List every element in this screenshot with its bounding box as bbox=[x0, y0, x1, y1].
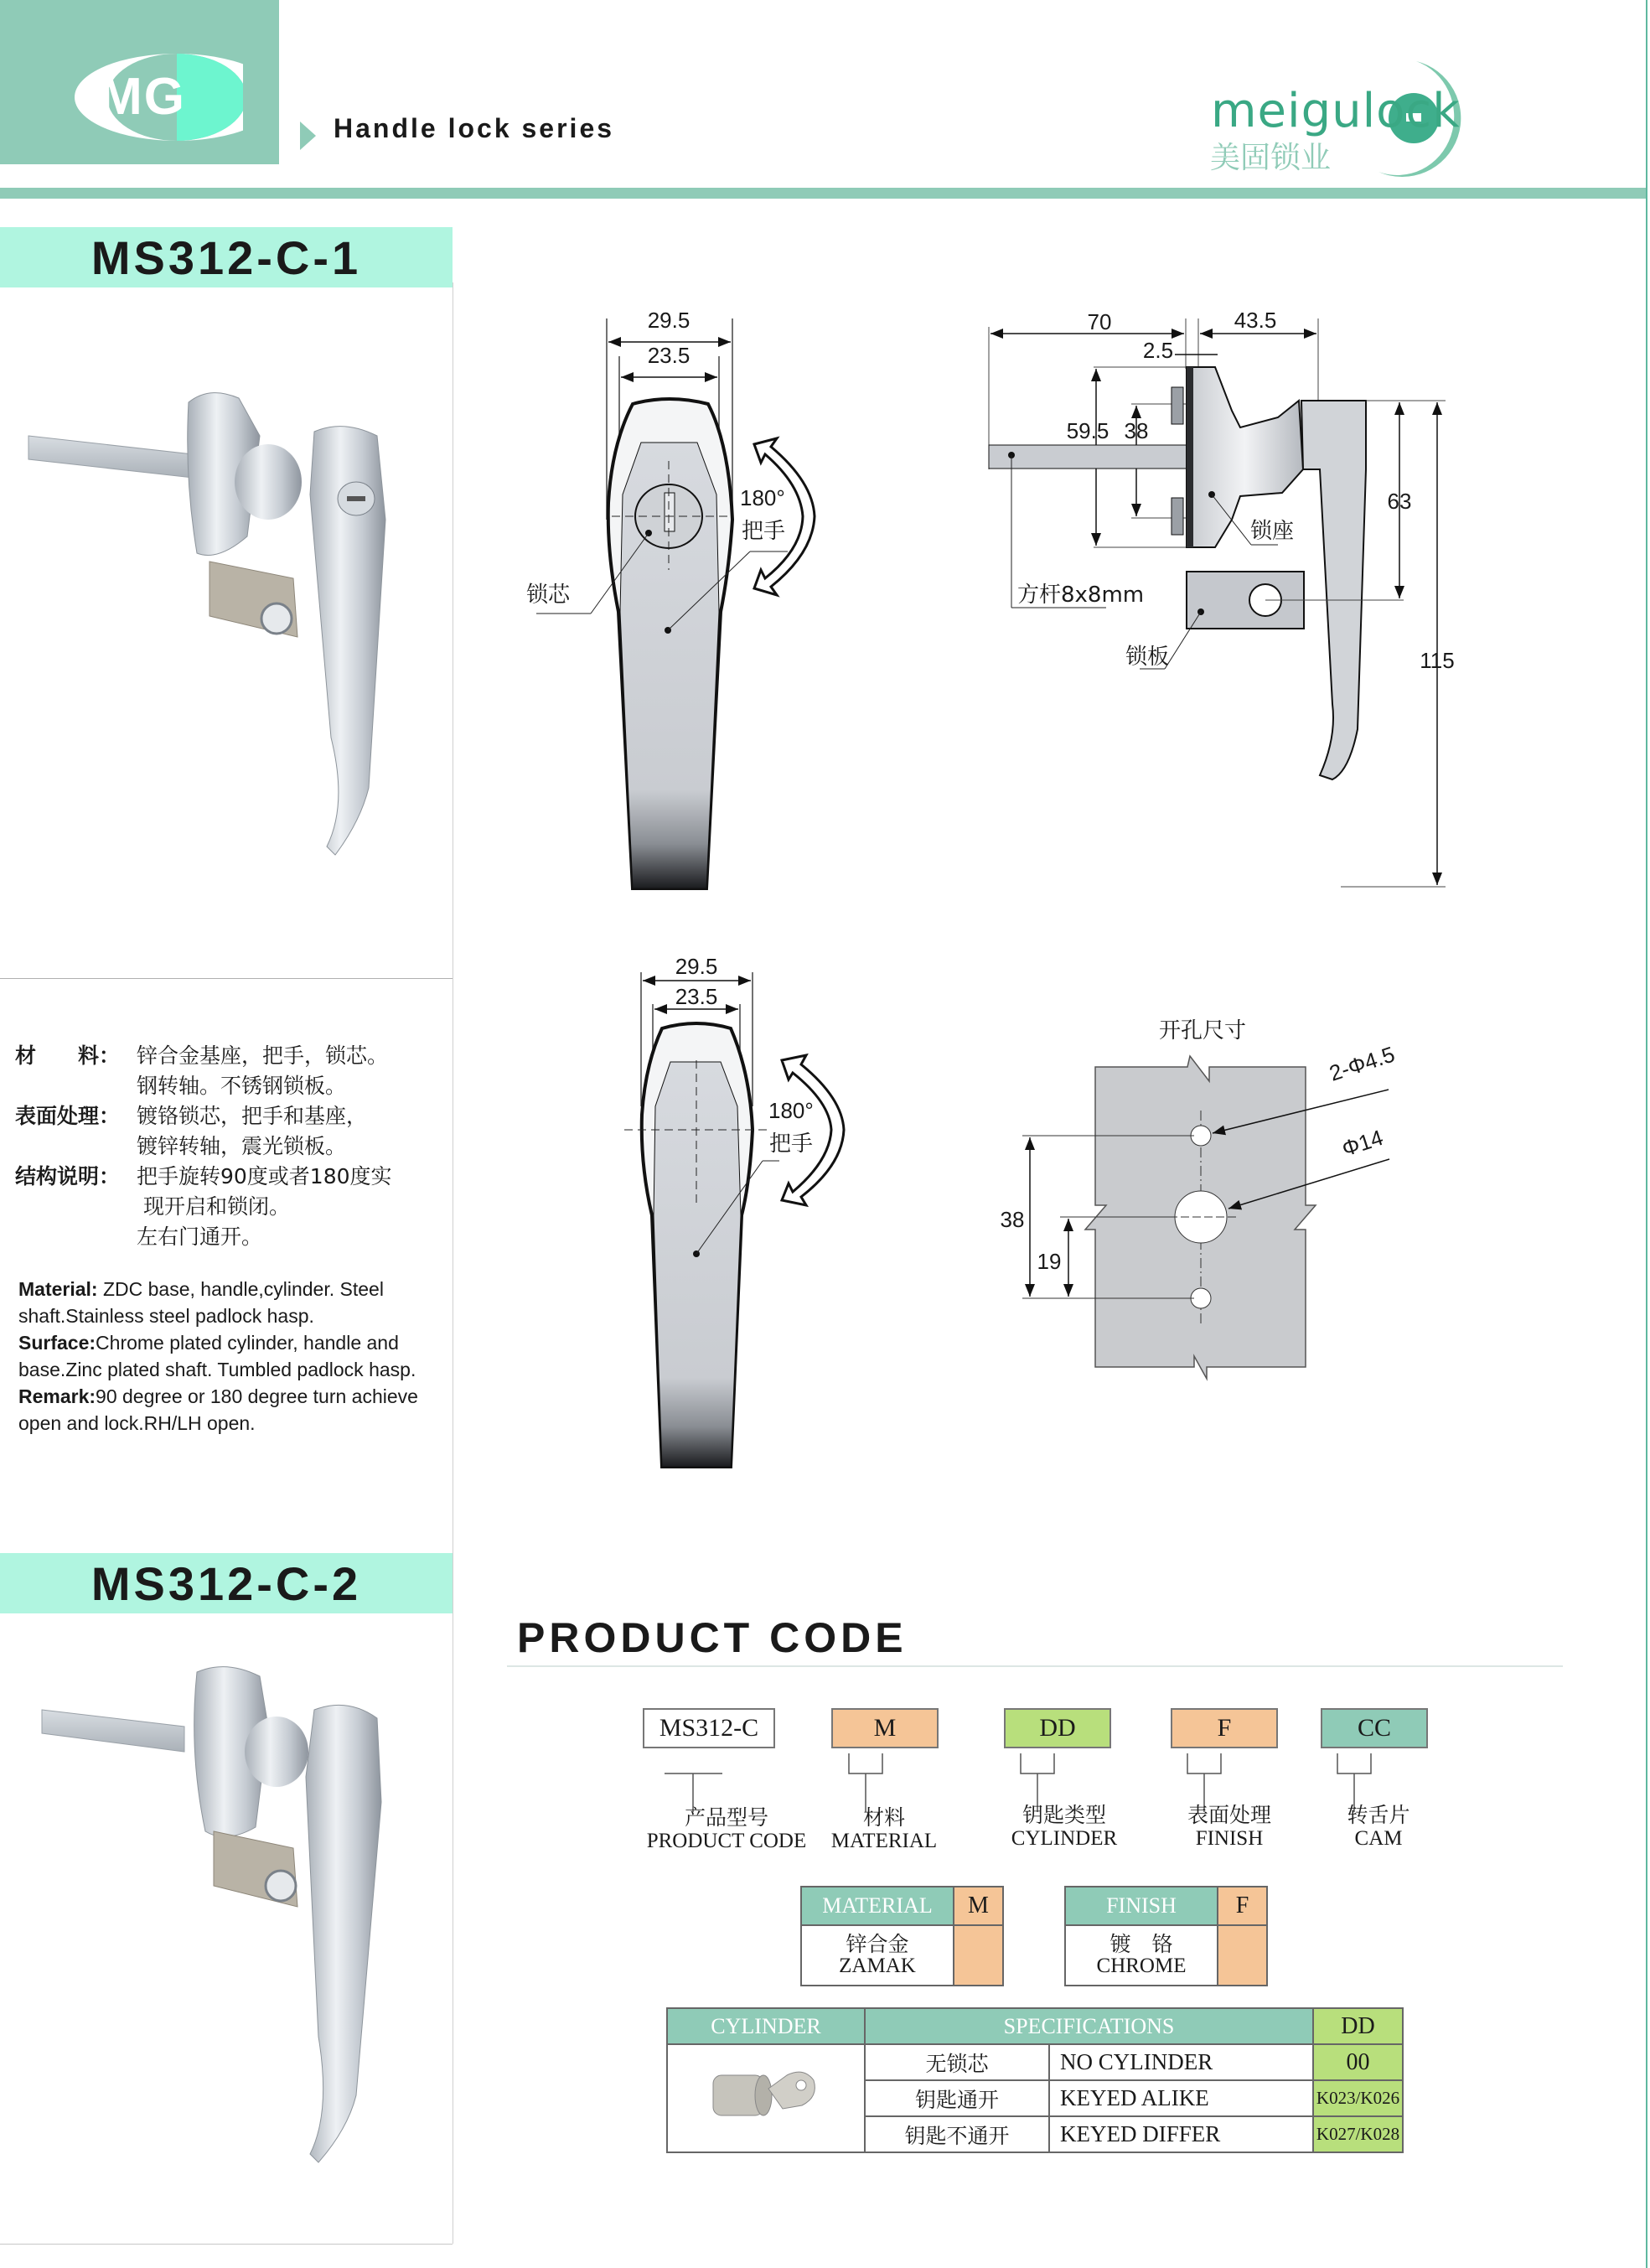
cyl-row-3-cn: 钥匙不通开 bbox=[865, 2116, 1049, 2152]
product-code-title: PRODUCT CODE bbox=[517, 1614, 908, 1661]
cyl-row-1-code: 00 bbox=[1313, 2044, 1403, 2080]
svg-text:把手: 把手 bbox=[769, 1131, 814, 1157]
model-title-1: MS312-C-1 bbox=[0, 227, 453, 287]
code-segment-cylinder: DD bbox=[1004, 1708, 1111, 1748]
key-cylinder-icon bbox=[703, 2050, 829, 2142]
code-label-cylinder: 钥匙类型 CYLINDER bbox=[1011, 1803, 1118, 1850]
code-label-material: 材料 MATERIAL bbox=[830, 1805, 938, 1852]
svg-text:锁芯: 锁芯 bbox=[526, 583, 571, 608]
remark-label: Remark: bbox=[18, 1385, 96, 1407]
svg-text:38: 38 bbox=[1000, 1207, 1025, 1232]
cyl-row-3-code: K027/K028 bbox=[1313, 2116, 1403, 2152]
product-code-divider bbox=[507, 1665, 1563, 1667]
svg-text:63: 63 bbox=[1387, 489, 1412, 514]
svg-text:方杆8x8mm: 方杆8x8mm bbox=[1017, 583, 1145, 608]
svg-text:2-Φ4.5: 2-Φ4.5 bbox=[1326, 1041, 1398, 1086]
spec-cn-structure: 结构说明： 把手旋转90度或者180度实 现开启和锁闭。 左右门通开。 bbox=[15, 1164, 392, 1249]
svg-text:180°: 180° bbox=[768, 1098, 814, 1123]
surface-text: Chrome plated cylinder, handle and base.Zinc plated shaft. Tumbled padlock hasp. bbox=[18, 1332, 416, 1380]
material-code-header: M bbox=[954, 1887, 1003, 1925]
series-title: Handle lock series bbox=[334, 113, 615, 143]
front-view-drawing-2 bbox=[587, 939, 872, 1475]
page-edge-line bbox=[1646, 0, 1647, 2268]
product-photo-2 bbox=[17, 1660, 444, 2179]
code-label-product: 产品型号 PRODUCT CODE bbox=[646, 1805, 807, 1852]
play-arrow-icon bbox=[300, 122, 316, 150]
svg-text:锁板: 锁板 bbox=[1125, 645, 1170, 670]
code-label-finish: 表面处理 FINISH bbox=[1187, 1803, 1271, 1850]
spec-cn-material: 材 料： 锌合金基座，把手，锁芯。 钢转轴。不锈钢锁板。 bbox=[15, 1043, 389, 1098]
finish-option-code bbox=[1218, 1925, 1267, 1986]
svg-text:38: 38 bbox=[1124, 418, 1149, 443]
svg-text:180°: 180° bbox=[740, 485, 785, 510]
svg-text:70: 70 bbox=[1087, 309, 1112, 334]
svg-text:把手: 把手 bbox=[742, 519, 786, 544]
svg-text:2.5: 2.5 bbox=[1142, 338, 1174, 363]
cyl-row-3-en: KEYED DIFFER bbox=[1049, 2116, 1313, 2152]
cyl-row-1-cn: 无锁芯 bbox=[865, 2044, 1049, 2080]
code-segment-product: MS312-C bbox=[643, 1708, 775, 1748]
cyl-row-2-cn: 钥匙通开 bbox=[865, 2080, 1049, 2116]
specifications-header: SPECIFICATIONS bbox=[865, 2008, 1313, 2044]
cylinder-table bbox=[666, 2007, 1404, 2153]
finish-code-header: F bbox=[1218, 1887, 1267, 1925]
svg-text:23.5: 23.5 bbox=[675, 984, 718, 1009]
spec-en bbox=[18, 1276, 437, 1437]
code-segment-finish: F bbox=[1171, 1708, 1278, 1748]
side-view-drawing bbox=[980, 302, 1634, 905]
cyl-row-1-en: NO CYLINDER bbox=[1049, 2044, 1313, 2080]
spec-cn bbox=[15, 1041, 447, 1252]
brand-name-en: meigulock bbox=[1211, 84, 1461, 138]
cyl-row-2-en: KEYED ALIKE bbox=[1049, 2080, 1313, 2116]
left-column-bottom-line bbox=[0, 2244, 453, 2245]
svg-text:29.5: 29.5 bbox=[675, 954, 718, 979]
cylinder-key-image bbox=[667, 2044, 865, 2152]
product-photo-1 bbox=[17, 352, 444, 897]
svg-text:115: 115 bbox=[1420, 648, 1455, 673]
cutout-drawing bbox=[980, 997, 1450, 1400]
svg-text:23.5: 23.5 bbox=[647, 343, 691, 368]
logo-text: MG bbox=[99, 68, 186, 126]
svg-text:Φ14: Φ14 bbox=[1338, 1124, 1387, 1162]
dd-header: DD bbox=[1313, 2008, 1403, 2044]
material-table bbox=[800, 1886, 1004, 1986]
spec-cn-surface: 表面处理： 镀铬锁芯，把手和基座， 镀锌转轴，震光锁板。 bbox=[15, 1104, 368, 1158]
svg-text:锁座: 锁座 bbox=[1250, 519, 1295, 544]
material-label: Material: bbox=[18, 1278, 98, 1300]
header-divider bbox=[0, 188, 1647, 199]
brand-name-cn: 美固锁业 bbox=[1210, 141, 1332, 175]
material-header: MATERIAL bbox=[801, 1887, 954, 1925]
front-view-drawing-1 bbox=[503, 302, 855, 905]
finish-option: 镀 铬 CHROME bbox=[1065, 1925, 1218, 1986]
material-text: ZDC base, handle,cylinder. Steel shaft.Stainless steel padlock hasp. bbox=[18, 1278, 384, 1327]
section-divider bbox=[0, 978, 453, 979]
svg-text:59.5: 59.5 bbox=[1066, 418, 1109, 443]
code-segment-material: M bbox=[831, 1708, 939, 1748]
svg-text:29.5: 29.5 bbox=[647, 308, 691, 333]
finish-table bbox=[1064, 1886, 1268, 1986]
cylinder-header: CYLINDER bbox=[667, 2008, 865, 2044]
surface-label: Surface: bbox=[18, 1332, 96, 1354]
material-option-code bbox=[954, 1925, 1003, 1986]
material-option: 锌合金 ZAMAK bbox=[801, 1925, 954, 1986]
cyl-row-2-code: K023/K026 bbox=[1313, 2080, 1403, 2116]
svg-text:19: 19 bbox=[1037, 1249, 1062, 1274]
code-label-cam: 转舌片 CAM bbox=[1347, 1803, 1410, 1850]
finish-header: FINISH bbox=[1065, 1887, 1218, 1925]
code-segment-cam: CC bbox=[1321, 1708, 1428, 1748]
model-title-2: MS312-C-2 bbox=[0, 1553, 453, 1613]
svg-text:开孔尺寸: 开孔尺寸 bbox=[1158, 1018, 1247, 1043]
svg-text:43.5: 43.5 bbox=[1234, 308, 1277, 333]
remark-text: 90 degree or 180 degree turn achieve open and lock.RH/LH open. bbox=[18, 1385, 418, 1434]
